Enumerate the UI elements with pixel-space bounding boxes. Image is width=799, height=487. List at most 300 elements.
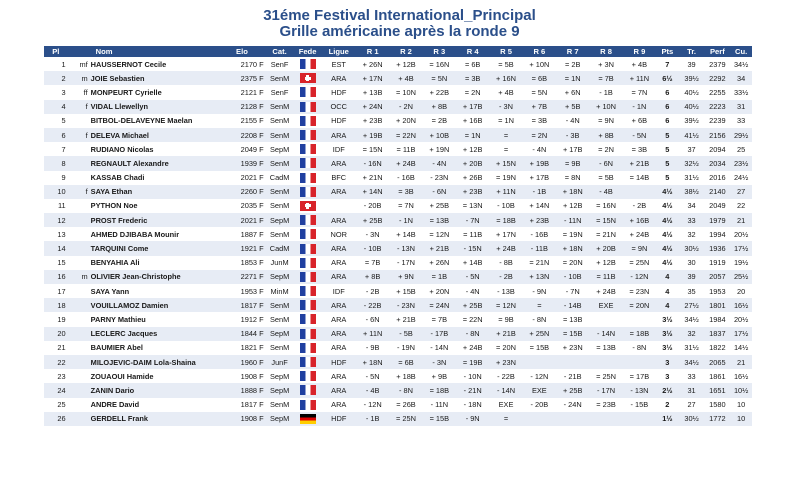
cell-round-6: - 11B: [523, 241, 556, 255]
player-name: MILOJEVIC-DAIM Lola-Shaina: [90, 357, 196, 367]
cell-federation: [294, 199, 322, 213]
cell-tiebreak: 34½: [679, 355, 705, 369]
player-name: TARQUINI Come: [90, 244, 149, 254]
cell-performance: 2156: [704, 128, 730, 142]
player-name: SAYA Yann: [90, 286, 130, 296]
col-header-perf: Perf: [704, 46, 730, 57]
cell-round-7: + 18N: [556, 185, 589, 199]
flag-icon: [300, 244, 316, 254]
cell-category: CadM: [269, 173, 290, 183]
flag-icon: [300, 187, 316, 197]
cell-cumulative: 20½: [733, 314, 749, 324]
cell-place: 2: [44, 71, 68, 85]
cell-place: 22: [44, 355, 68, 369]
cell-cumulative: 31: [730, 100, 752, 114]
cell-points: 1½: [656, 412, 679, 426]
cell-round-1: - 10B: [356, 241, 389, 255]
cell-performance: 1580: [709, 400, 726, 410]
cell-round-2: = 11B: [396, 144, 416, 154]
cell-round-7: = 2B: [564, 59, 581, 69]
cell-round-8: = 5B: [598, 173, 614, 183]
cell-round-2: = 3B: [389, 185, 422, 199]
cell-points: 5: [665, 173, 670, 183]
cell-round-6: + 19B: [523, 156, 556, 170]
cell-federation: [294, 398, 322, 412]
cell-round-7: - 21B: [563, 371, 582, 381]
cell-round-2: + 4B: [389, 71, 422, 85]
cell-round-6: = 2N: [523, 128, 556, 142]
cell-name: [68, 100, 219, 114]
cell-place: 24: [44, 383, 68, 397]
flag-icon: [300, 385, 316, 395]
cell-round-6: - 20B: [530, 400, 549, 410]
cell-federation: [294, 383, 322, 397]
cell-round-8: - 6N: [589, 156, 622, 170]
player-title: mf: [79, 59, 88, 69]
cell-round-9: - 2B: [632, 201, 647, 211]
cell-round-1: + 11N: [356, 327, 389, 341]
cell-tiebreak: 39: [687, 59, 696, 69]
cell-cumulative: 22: [737, 201, 746, 211]
table-row: [44, 171, 752, 185]
cell-round-9: = 20N: [623, 298, 656, 312]
cell-cumulative: 16½: [733, 371, 749, 381]
cell-round-7: + 17B: [562, 144, 583, 154]
cell-round-2: - 5B: [389, 327, 422, 341]
cell-round-9: = 3B: [631, 144, 648, 154]
cell-round-6: - 12N: [530, 371, 549, 381]
cell-federation: [294, 227, 322, 241]
cell-cumulative: 16½: [730, 298, 752, 312]
cell-category: SenF: [270, 87, 289, 97]
cell-round-6: = 5N: [531, 87, 548, 97]
cell-round-4: = 1N: [456, 128, 489, 142]
cell-round-7: - 7N: [565, 286, 580, 296]
cell-tiebreak: 39½: [684, 116, 699, 126]
flag-icon: [300, 286, 316, 296]
player-name: DELEVA Michael: [90, 130, 149, 140]
flag-icon: [300, 343, 316, 353]
cell-performance: 2239: [709, 116, 726, 126]
cell-category: SepM: [266, 383, 294, 397]
cell-tiebreak: 31½: [684, 173, 699, 183]
flag-icon: [300, 300, 316, 310]
cell-round-7: = 13B: [562, 314, 583, 324]
cell-round-5: = 19N: [496, 173, 516, 183]
cell-league: ARA: [331, 258, 347, 268]
cell-category: JunF: [266, 355, 294, 369]
cell-points: 2: [665, 400, 670, 410]
page-title: 31éme Festival International_Principal: [263, 7, 536, 24]
cell-round-3: - 3N: [423, 355, 456, 369]
cell-performance: 1822: [709, 343, 726, 353]
cell-place: 5: [61, 116, 66, 126]
cell-place: 21: [57, 343, 66, 353]
cell-round-6: = 15B: [529, 343, 550, 353]
cell-round-9: - 8N: [632, 343, 647, 353]
cell-tiebreak: 35: [687, 286, 696, 296]
cell-round-7: - 14B: [556, 298, 589, 312]
cell-place: 8: [44, 156, 68, 170]
player-title: f: [85, 130, 88, 140]
cell-round-9: + 6B: [631, 116, 648, 126]
col-header-r8: R 8: [589, 46, 622, 57]
cell-points: 4: [665, 286, 670, 296]
flag-icon: [300, 173, 316, 183]
cell-round-8: - 1B: [599, 87, 613, 97]
cell-tiebreak: 38½: [679, 185, 705, 199]
cell-round-7: + 23N: [562, 343, 583, 353]
cell-performance: 2057: [704, 270, 730, 284]
cell-round-1: + 21N: [362, 173, 383, 183]
cell-round-8: = 2N: [598, 144, 614, 154]
cell-round-6: =: [523, 298, 556, 312]
col-header-r7: R 7: [556, 46, 589, 57]
cell-round-4: + 23B: [456, 185, 489, 199]
flag-icon: [300, 201, 316, 211]
cell-round-2: + 9N: [389, 270, 422, 284]
cell-category: SepM: [266, 412, 294, 426]
cell-round-9: = 7N: [631, 87, 648, 97]
cell-round-3: - 6N: [423, 185, 456, 199]
cell-league: ARA: [322, 383, 356, 397]
cell-points: 4½: [656, 213, 679, 227]
cell-name: [68, 312, 219, 326]
cell-round-5: - 14N: [489, 383, 522, 397]
cell-elo: 1921 F: [218, 241, 265, 255]
cell-round-8: + 20B: [589, 241, 622, 255]
cell-round-6: + 17B: [529, 173, 550, 183]
cell-league: NOR: [330, 229, 347, 239]
cell-round-6: + 14N: [529, 201, 550, 211]
cell-round-7: [556, 412, 589, 426]
cell-round-5: = 9B: [498, 314, 514, 324]
cell-federation: [294, 270, 322, 284]
cell-elo: 2260 F: [218, 185, 265, 199]
cell-league: ARA: [322, 241, 356, 255]
cell-cumulative: 25: [737, 144, 746, 154]
cell-name: [68, 156, 219, 170]
cell-round-1: + 25B: [356, 213, 389, 227]
cell-round-1: - 3N: [365, 229, 380, 239]
cell-tiebreak: 32½: [679, 156, 705, 170]
cell-round-7: - 11N: [556, 213, 589, 227]
cell-category: SenM: [266, 128, 294, 142]
cell-round-7: - 10B: [556, 270, 589, 284]
cell-federation: [294, 156, 322, 170]
cell-performance: 1994: [709, 229, 726, 239]
flag-icon: [300, 215, 316, 225]
cell-place: 14: [44, 241, 68, 255]
cell-round-6: - 9N: [532, 286, 547, 296]
cell-name: [68, 227, 219, 241]
table-header-row: [44, 46, 752, 57]
cell-cumulative: 20½: [733, 229, 749, 239]
cell-tiebreak: 34: [687, 201, 696, 211]
cell-round-3: + 9B: [431, 371, 448, 381]
cell-round-5: - 3N: [489, 100, 522, 114]
cell-round-3: + 22B: [429, 87, 450, 97]
cell-round-8: [589, 412, 622, 426]
col-header-r2: R 2: [389, 46, 422, 57]
cell-round-4: + 14B: [462, 258, 483, 268]
cell-elo: 2049 F: [240, 144, 264, 154]
cell-round-5: + 17N: [496, 229, 516, 239]
cell-name: [68, 199, 219, 213]
cell-cumulative: 20: [737, 286, 746, 296]
flag-icon: [300, 102, 316, 112]
player-name: MONPEURT Cyrielle: [90, 87, 162, 97]
cell-round-1: + 17N: [356, 71, 389, 85]
player-name: AHMED DJIBABA Mounir: [90, 229, 180, 239]
cell-federation: [294, 369, 322, 383]
cell-points: 5: [656, 156, 679, 170]
cell-round-1: - 9B: [365, 343, 380, 353]
cell-elo: 1953 F: [240, 286, 264, 296]
cell-round-9: + 24B: [629, 229, 650, 239]
cell-round-1: + 26N: [362, 59, 383, 69]
cell-elo: 2021 F: [218, 213, 265, 227]
player-title: m: [81, 73, 88, 83]
cell-elo: 2271 F: [218, 270, 265, 284]
cell-round-4: = 2N: [464, 87, 481, 97]
player-name: PYTHON Noe: [90, 201, 138, 211]
cell-name: [68, 256, 219, 270]
cell-performance: 2223: [704, 100, 730, 114]
cell-name: [68, 369, 219, 383]
cell-federation: [294, 171, 322, 185]
cell-league: ARA: [322, 270, 356, 284]
cell-round-5: = 5B: [498, 59, 514, 69]
cell-round-5: + 21B: [489, 327, 522, 341]
cell-round-6: + 10N: [529, 59, 550, 69]
table-row: [44, 284, 752, 298]
cell-performance: 1861: [709, 371, 726, 381]
cell-name: [68, 355, 219, 369]
cell-round-5: - 13B: [497, 286, 515, 296]
cell-round-5: = 12N: [489, 298, 522, 312]
cell-name: [68, 284, 219, 298]
flag-icon: [300, 158, 316, 168]
cell-league: HDF: [322, 412, 356, 426]
cell-round-7: = 1N: [556, 71, 589, 85]
cell-round-4: + 25B: [456, 298, 489, 312]
cell-round-6: EXE: [523, 383, 556, 397]
cell-round-1: - 16N: [356, 156, 389, 170]
cell-name: [68, 327, 219, 341]
cell-elo: 2375 F: [218, 71, 265, 85]
cell-round-6: + 25N: [523, 327, 556, 341]
table-row: [44, 270, 752, 284]
standings-table: [44, 46, 752, 426]
cell-league: ARA: [322, 185, 356, 199]
col-header-elo: Elo: [218, 46, 265, 57]
table-row: [44, 57, 752, 71]
cell-round-6: [523, 412, 556, 426]
cell-elo: 1817 F: [240, 400, 264, 410]
cell-round-6: + 7B: [523, 100, 556, 114]
cell-league: EST: [331, 59, 346, 69]
table-row: [44, 241, 752, 255]
col-header-cu: Cu.: [730, 46, 752, 57]
cell-place: 20: [44, 327, 68, 341]
cell-round-2: = 10N: [396, 87, 416, 97]
cell-round-9: = 14B: [629, 173, 650, 183]
cell-round-3: - 23N: [430, 173, 449, 183]
cell-round-6: - 4N: [532, 144, 547, 154]
cell-round-1: + 23B: [362, 116, 383, 126]
cell-cumulative: 10: [737, 400, 746, 410]
cell-category: SenM: [266, 185, 294, 199]
cell-points: 3½: [656, 327, 679, 341]
cell-place: 17: [57, 286, 66, 296]
cell-category: SenM: [269, 400, 290, 410]
table-row: [44, 156, 752, 170]
cell-place: 4: [44, 100, 68, 114]
cell-round-9: = 25N: [629, 258, 650, 268]
cell-points: 6: [665, 116, 670, 126]
cell-place: 18: [44, 298, 68, 312]
cell-federation: [294, 284, 322, 298]
cell-tiebreak: 39: [679, 270, 705, 284]
cell-round-3: = 15B: [423, 412, 456, 426]
cell-round-4: + 24B: [462, 343, 483, 353]
cell-elo: 2128 F: [218, 100, 265, 114]
cell-cumulative: 33½: [733, 87, 749, 97]
cell-place: 12: [44, 213, 68, 227]
table-body: [44, 57, 752, 426]
cell-name: [68, 241, 219, 255]
cell-points: 4: [656, 270, 679, 284]
player-name: ZOUAOUI Hamide: [90, 371, 154, 381]
cell-cumulative: 17½: [730, 327, 752, 341]
cell-category: MinM: [270, 286, 289, 296]
cell-place: 13: [57, 229, 66, 239]
cell-performance: 2140: [704, 185, 730, 199]
cell-elo: 1939 F: [218, 156, 265, 170]
col-header-r3: R 3: [423, 46, 456, 57]
cell-performance: 2065: [704, 355, 730, 369]
cell-round-2: + 24B: [389, 156, 422, 170]
cell-round-8: + 12B: [596, 258, 616, 268]
cell-round-6: = 21N: [529, 258, 550, 268]
cell-name: [68, 57, 219, 71]
player-name: RUDIANO Nicolas: [90, 144, 154, 154]
cell-tiebreak: 33: [679, 213, 705, 227]
cell-round-4: - 5N: [456, 270, 489, 284]
cell-name: [68, 128, 219, 142]
col-header-fede: Fede: [294, 46, 322, 57]
cell-points: 6: [665, 87, 670, 97]
cell-federation: [294, 142, 322, 156]
cell-round-2: - 17N: [396, 258, 416, 268]
player-name: BITBOL-DELAVEYNE Maelan: [90, 116, 193, 126]
cell-cumulative: 29½: [730, 128, 752, 142]
cell-category: SepM: [266, 213, 294, 227]
cell-league: OCC: [322, 100, 356, 114]
col-header-tr: Tr.: [679, 46, 705, 57]
cell-elo: 1888 F: [218, 383, 265, 397]
table-row: [44, 383, 752, 397]
cell-tiebreak: 40½: [684, 87, 699, 97]
cell-tiebreak: 30½: [679, 241, 705, 255]
cell-cumulative: 17½: [730, 241, 752, 255]
cell-elo: 1821 F: [240, 343, 264, 353]
cell-round-9: = 23N: [629, 286, 650, 296]
cell-league: ARA: [322, 71, 356, 85]
cell-round-8: - 17N: [589, 383, 622, 397]
cell-elo: 1844 F: [218, 327, 265, 341]
cell-round-4: - 8N: [456, 327, 489, 341]
cell-round-5: + 15N: [489, 156, 522, 170]
player-title: m: [81, 272, 88, 282]
cell-category: SepM: [266, 270, 294, 284]
cell-elo: 1817 F: [218, 298, 265, 312]
cell-round-3: + 10B: [423, 128, 456, 142]
cell-federation: [294, 312, 322, 326]
cell-league: BFC: [331, 173, 347, 183]
cell-league: IDF: [332, 144, 345, 154]
cell-tiebreak: 30: [687, 258, 696, 268]
cell-round-8: + 24B: [596, 286, 616, 296]
player-name: REGNAULT Alexandre: [90, 158, 169, 168]
cell-round-7: + 6N: [564, 87, 581, 97]
cell-tiebreak: 27: [687, 400, 696, 410]
cell-round-2: = 7N: [398, 201, 414, 211]
cell-round-7: - 3B: [556, 128, 589, 142]
cell-elo: 1853 F: [240, 258, 264, 268]
cell-round-8: = 15N: [589, 213, 622, 227]
cell-category: SenM: [266, 298, 294, 312]
cell-league: ARA: [322, 327, 356, 341]
cell-category: SepM: [269, 144, 290, 154]
cell-cumulative: 25½: [730, 270, 752, 284]
cell-round-3: - 11N: [430, 400, 449, 410]
cell-place: 7: [61, 144, 66, 154]
cell-round-8: + 3N: [598, 59, 614, 69]
flag-icon: [300, 116, 316, 126]
cell-round-8: EXE: [589, 298, 622, 312]
cell-league: ARA: [331, 400, 347, 410]
cell-place: 1: [61, 59, 66, 69]
cell-name: [68, 142, 219, 156]
cell-round-1: = 15N: [362, 144, 383, 154]
flag-icon: [300, 400, 316, 410]
cell-performance: 2094: [709, 144, 726, 154]
table-row: [44, 412, 752, 426]
cell-elo: 2021 F: [240, 173, 264, 183]
cell-round-8: = 21N: [596, 229, 617, 239]
cell-round-7: [556, 355, 589, 369]
table-row: [44, 185, 752, 199]
player-name: JOIE Sebastien: [90, 73, 145, 83]
cell-round-2: + 14B: [396, 229, 416, 239]
cell-round-5: - 22B: [497, 371, 515, 381]
cell-points: 4½: [662, 229, 673, 239]
player-name: SAYA Ethan: [90, 187, 133, 197]
cell-tiebreak: 32: [687, 229, 696, 239]
table-row: [44, 312, 752, 326]
cell-round-5: =: [489, 128, 522, 142]
col-header-r1: R 1: [356, 46, 389, 57]
cell-round-4: = 6B: [464, 59, 481, 69]
cell-points: 3: [665, 371, 670, 381]
table-row: [44, 369, 752, 383]
cell-cumulative: 34: [730, 71, 752, 85]
cell-performance: 2379: [709, 59, 726, 69]
cell-name: [68, 383, 219, 397]
cell-cumulative: 24½: [733, 173, 749, 183]
